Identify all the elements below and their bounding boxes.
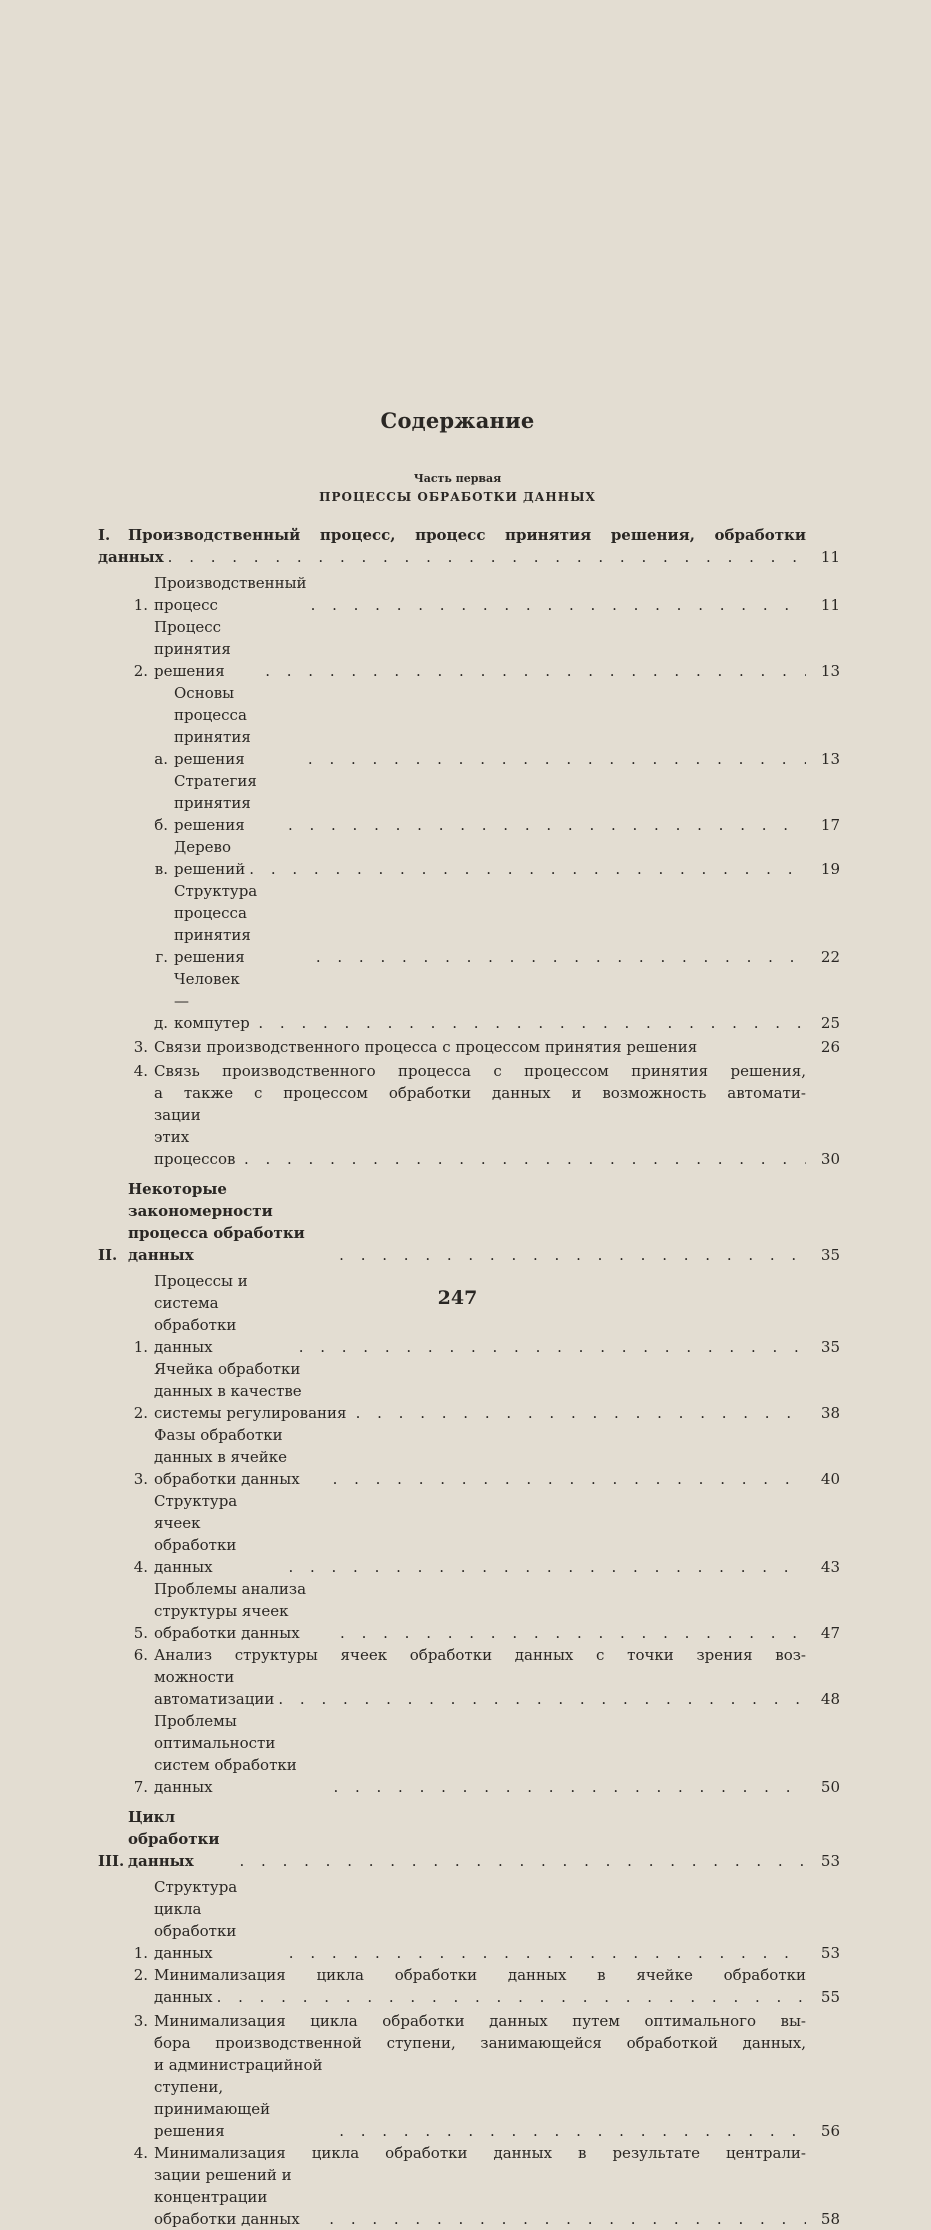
entry-number: 4. bbox=[133, 1558, 148, 1576]
entry-text: Фазы обработки данных в ячейке обработки данных bbox=[154, 1426, 300, 1488]
entry-text-line: данных bbox=[154, 1988, 213, 2006]
toc-subentry bbox=[98, 880, 840, 968]
chapter-title: Производственный процесс, процесс принятия решения, обработки bbox=[128, 526, 806, 544]
entry-text: Человек — компутер bbox=[174, 970, 250, 1032]
toc-entry-multiline bbox=[98, 2142, 840, 2230]
chapter-number: II. bbox=[98, 1246, 118, 1264]
table-of-contents bbox=[98, 524, 840, 2230]
toc-subentry bbox=[98, 836, 840, 880]
dot-leader bbox=[249, 858, 806, 880]
entry-text: Структура цикла обработки данных bbox=[154, 1878, 238, 1962]
entry-text: Проблемы анализа структуры ячеек обработки данных bbox=[154, 1580, 307, 1642]
entry-number: 1. bbox=[133, 1944, 148, 1962]
dot-leader bbox=[316, 946, 806, 968]
entry-page: 40 bbox=[820, 1470, 840, 1488]
entry-number: 2. bbox=[133, 1966, 148, 1984]
entry-number: г. bbox=[155, 948, 168, 966]
page-title: Содержание bbox=[380, 408, 535, 433]
dot-leader bbox=[240, 1850, 806, 1872]
entry-text: Структура ячеек обработки данных bbox=[154, 1492, 238, 1576]
chapter-1 bbox=[98, 524, 840, 1170]
entry-text-line: и администрацийной ступени, принимающей решения bbox=[154, 2056, 323, 2140]
toc-entry-multiline bbox=[98, 1964, 840, 2008]
chapter-heading-cont bbox=[98, 546, 840, 568]
entry-text-line: зации этих процессов bbox=[154, 1106, 236, 1168]
dot-leader bbox=[289, 1942, 806, 1964]
dot-leader bbox=[288, 1556, 806, 1578]
entry-number: в. bbox=[154, 860, 168, 878]
entry-text: Ячейка обработки данных в качестве системы регулирования bbox=[154, 1360, 347, 1422]
dot-leader bbox=[168, 546, 806, 568]
entry-text-line: зации решений и концентрации обработки данных bbox=[154, 2166, 300, 2228]
entry-page: 35 bbox=[820, 1338, 840, 1356]
entry-number: 3. bbox=[133, 1470, 148, 1488]
chapter-title: Цикл обработки данных bbox=[128, 1808, 220, 1870]
dot-leader bbox=[333, 1468, 806, 1490]
part-title: ПРОЦЕССЫ ОБРАБОТКИ ДАННЫХ bbox=[319, 490, 596, 504]
toc-entry bbox=[98, 1358, 840, 1424]
entry-number: 2. bbox=[133, 662, 148, 680]
chapter-page: 35 bbox=[820, 1246, 840, 1264]
toc-entry bbox=[98, 1876, 840, 1964]
toc-entry-multiline bbox=[98, 2010, 840, 2142]
chapter-heading bbox=[98, 1806, 840, 1872]
entry-number: 2. bbox=[133, 1404, 148, 1422]
entry-page: 50 bbox=[820, 1778, 840, 1796]
dot-leader bbox=[217, 1986, 806, 2008]
toc-subentry bbox=[98, 770, 840, 836]
entry-text: Дерево решений bbox=[174, 838, 246, 878]
chapter-title-cont: данных bbox=[98, 548, 164, 566]
entry-page: 22 bbox=[820, 948, 840, 966]
entry-text-line: Минимализация цикла обработки данных в ячейке обработки bbox=[154, 1966, 806, 1984]
entry-page: 30 bbox=[820, 1150, 840, 1168]
entry-text: Стратегия принятия решения bbox=[174, 772, 257, 834]
dot-leader bbox=[339, 1244, 806, 1266]
entry-page: 48 bbox=[820, 1690, 840, 1708]
dot-leader bbox=[258, 1012, 806, 1034]
chapter-title: Некоторые закономерности процесса обработки данных bbox=[128, 1180, 305, 1264]
entry-number: а. bbox=[154, 750, 168, 768]
entry-text: Процессы и система обработки данных bbox=[154, 1272, 248, 1356]
entry-page: 13 bbox=[820, 750, 840, 768]
toc-entry bbox=[98, 1424, 840, 1490]
chapter-3 bbox=[98, 1806, 840, 2230]
entry-page: 17 bbox=[820, 816, 840, 834]
dot-leader bbox=[299, 1336, 806, 1358]
entry-number: д. bbox=[153, 1014, 168, 1032]
entry-text: Производственный процесс bbox=[154, 574, 307, 614]
dot-leader bbox=[339, 2120, 806, 2142]
entry-number: 7. bbox=[133, 1778, 148, 1796]
entry-text-line: Минимализация цикла обработки данных путем оптимального вы- bbox=[154, 2012, 806, 2030]
entry-page: 19 bbox=[820, 860, 840, 878]
dot-leader bbox=[278, 1688, 806, 1710]
entry-number: 3. bbox=[133, 2012, 148, 2030]
entry-text: Связи производственного процесса с процессом принятия решения bbox=[154, 1038, 698, 1056]
entry-text-line: бора производственной ступени, занимающейся обработкой данных, bbox=[154, 2034, 806, 2052]
entry-text: Проблемы оптимальности систем обработки данных bbox=[154, 1712, 297, 1796]
page-number: 247 bbox=[437, 1287, 478, 1309]
chapter-heading bbox=[98, 1178, 840, 1266]
entry-number: 3. bbox=[133, 1038, 148, 1056]
entry-number: 4. bbox=[133, 1062, 148, 1080]
entry-page: 43 bbox=[820, 1558, 840, 1576]
entry-page: 38 bbox=[820, 1404, 840, 1422]
dot-leader bbox=[288, 814, 806, 836]
toc-entry bbox=[98, 1036, 840, 1058]
entry-number: 4. bbox=[133, 2144, 148, 2162]
chapter-2 bbox=[98, 1178, 840, 1798]
dot-leader bbox=[333, 1776, 806, 1798]
dot-leader bbox=[308, 748, 806, 770]
toc-entry bbox=[98, 1710, 840, 1798]
chapter-number: III. bbox=[98, 1852, 125, 1870]
dot-leader bbox=[356, 1402, 806, 1424]
toc-entry bbox=[98, 1490, 840, 1578]
part-label: Часть первая bbox=[413, 472, 502, 485]
entry-page: 55 bbox=[820, 1988, 840, 2006]
entry-text-line: а также с процессом обработки данных и возможность автомати- bbox=[154, 1084, 806, 1102]
dot-leader bbox=[265, 660, 806, 682]
entry-text-line: Анализ структуры ячеек обработки данных с точки зрения воз- bbox=[154, 1646, 806, 1664]
entry-number: 6. bbox=[133, 1646, 148, 1664]
chapter-page: 11 bbox=[820, 548, 840, 566]
entry-text-line: Связь производственного процесса с процессом принятия решения, bbox=[154, 1062, 806, 1080]
entry-text: Процесс принятия решения bbox=[154, 618, 231, 680]
entry-page: 25 bbox=[820, 1014, 840, 1032]
entry-page: 58 bbox=[820, 2210, 840, 2228]
entry-text-line: Минимализация цикла обработки данных в результате централи- bbox=[154, 2144, 806, 2162]
entry-page: 56 bbox=[820, 2122, 840, 2140]
entry-text: Структура процесса принятия решения bbox=[174, 882, 258, 966]
toc-entry-multiline bbox=[98, 1644, 840, 1710]
toc-entry bbox=[98, 616, 840, 682]
toc-entry bbox=[98, 572, 840, 616]
entry-text: Основы процесса принятия решения bbox=[174, 684, 251, 768]
entry-page: 13 bbox=[820, 662, 840, 680]
chapter-heading bbox=[98, 524, 840, 546]
toc-entry bbox=[98, 1270, 840, 1358]
toc-subentry bbox=[98, 682, 840, 770]
chapter-number: I. bbox=[98, 526, 111, 544]
dot-leader bbox=[340, 1622, 806, 1644]
toc-entry-multiline bbox=[98, 1060, 840, 1170]
entry-text-line: можности автоматизации bbox=[154, 1668, 275, 1708]
entry-number: 1. bbox=[133, 1338, 148, 1356]
entry-number: 5. bbox=[133, 1624, 148, 1642]
entry-page: 26 bbox=[820, 1038, 840, 1056]
entry-page: 11 bbox=[820, 596, 840, 614]
toc-subentry bbox=[98, 968, 840, 1034]
entry-page: 53 bbox=[820, 1944, 840, 1962]
dot-leader bbox=[311, 594, 806, 616]
entry-number: 1. bbox=[133, 596, 148, 614]
toc-entry bbox=[98, 1578, 840, 1644]
entry-page: 47 bbox=[820, 1624, 840, 1642]
dot-leader bbox=[244, 1148, 806, 1170]
chapter-page: 53 bbox=[820, 1852, 840, 1870]
dot-leader bbox=[329, 2208, 806, 2230]
entry-number: б. bbox=[154, 816, 168, 834]
